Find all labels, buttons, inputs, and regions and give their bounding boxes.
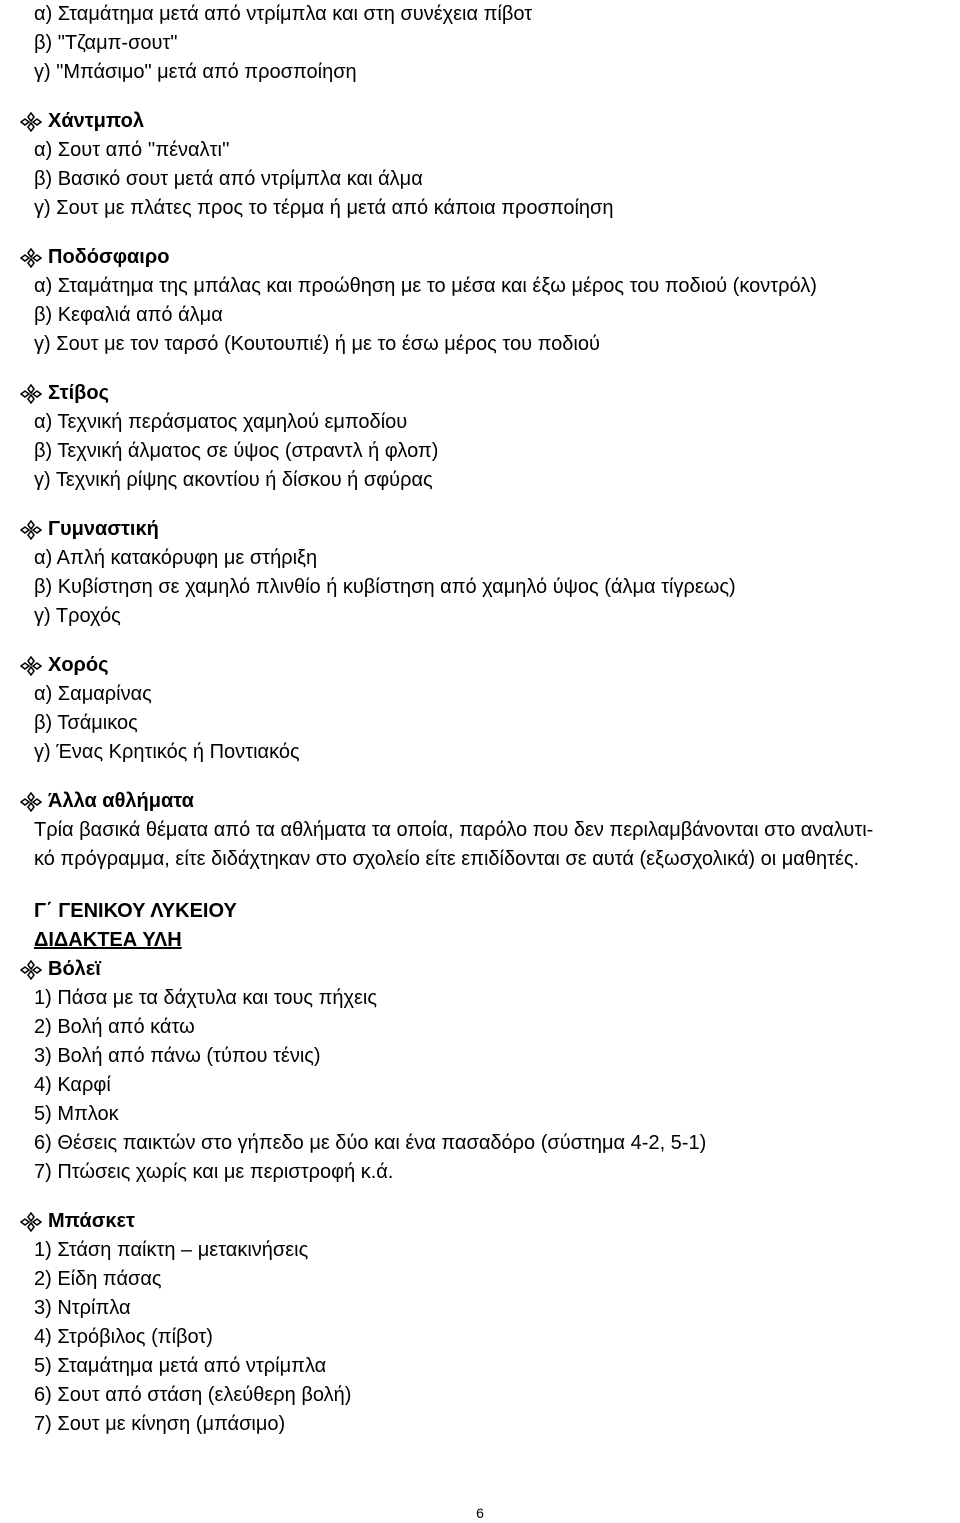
section-handball xyxy=(34,107,954,223)
list-item: β) Τεχνική άλματος σε ύψος (στραντλ ή φλοπ) xyxy=(34,440,439,462)
section-heading xyxy=(20,651,954,680)
section-heading xyxy=(20,243,954,272)
section-heading xyxy=(20,787,954,816)
list-item: 5) Σταμάτημα μετά από ντρίμπλα xyxy=(34,1355,327,1377)
diamond-bullet-icon xyxy=(20,960,42,980)
list-item: 3) Ντρίπλα xyxy=(34,1297,131,1319)
list-item: γ) Σουτ με τον ταρσό (Κουτουπιέ) ή με το έσω μέρος του ποδιού xyxy=(34,333,600,355)
section-title: Ποδόσφαιρο xyxy=(48,246,170,268)
list-item: γ) "Μπάσιμο" μετά από προσποίηση xyxy=(34,61,357,83)
list-item: 2) Βολή από κάτω xyxy=(34,1016,195,1038)
section-title: Στίβος xyxy=(48,382,109,404)
list-item: 1) Πάσα με τα δάχτυλα και τους πήχεις xyxy=(34,987,377,1009)
list-item: α) Τεχνική περάσματος χαμηλού εμποδίου xyxy=(34,411,408,433)
section-title: Άλλα αθλήματα xyxy=(48,790,194,812)
section-title: Μπάσκετ xyxy=(48,1210,135,1232)
list-item: 7) Σουτ με κίνηση (μπάσιμο) xyxy=(34,1413,286,1435)
diamond-bullet-icon xyxy=(20,248,42,268)
section-heading xyxy=(20,515,954,544)
list-item: 7) Πτώσεις χωρίς και με περιστροφή κ.ά. xyxy=(34,1161,394,1183)
section-title: Γυμναστική xyxy=(48,518,159,540)
page-number: 6 xyxy=(476,1505,484,1521)
list-item: 6) Θέσεις παικτών στο γήπεδο με δύο και ένα πασαδόρο (σύστημα 4-2, 5-1) xyxy=(34,1132,707,1154)
list-item: α) Σουτ από ''πέναλτι'' xyxy=(34,139,230,161)
list-item: 5) Μπλοκ xyxy=(34,1103,119,1125)
diamond-bullet-icon xyxy=(20,656,42,676)
list-item: β) Κεφαλιά από άλμα xyxy=(34,304,223,326)
section-title: Χορός xyxy=(48,654,109,676)
list-item: α) Σαμαρίνας xyxy=(34,683,152,705)
section-title: Βόλεϊ xyxy=(48,958,101,980)
diamond-bullet-icon xyxy=(20,792,42,812)
list-item: β) Τσάμικος xyxy=(34,712,138,734)
list-item: α) Σταμάτημα της μπάλας και προώθηση με το μέσα και έξω μέρος του ποδιού (κοντρόλ) xyxy=(34,275,817,297)
document-page xyxy=(34,0,954,1439)
diamond-bullet-icon xyxy=(20,520,42,540)
paragraph-line: κό πρόγραμμα, είτε διδάχτηκαν στο σχολείο είτε επιδίδονται σε αυτά (εξωσχολικά) οι μαθητές. xyxy=(34,848,860,870)
list-item: 6) Σουτ από στάση (ελεύθερη βολή) xyxy=(34,1384,352,1406)
diamond-bullet-icon xyxy=(20,112,42,132)
list-item: β) Βασικό σουτ μετά από ντρίμπλα και άλμα xyxy=(34,168,423,190)
grade-heading: Γ΄ ΓΕΝΙΚΟΥ ΛΥΚΕΙΟΥ xyxy=(34,900,237,922)
section-heading xyxy=(20,1207,954,1236)
material-heading: ΔΙΔΑΚΤΕΑ ΥΛΗ xyxy=(34,929,182,951)
diamond-bullet-icon xyxy=(20,384,42,404)
intro-list xyxy=(34,0,954,87)
section-heading xyxy=(20,955,954,984)
list-item: α) Σταμάτημα μετά από ντρίμπλα και στη συνέχεια πίβοτ xyxy=(34,3,533,25)
list-item: 4) Στρόβιλος (πίβοτ) xyxy=(34,1326,213,1348)
section-athletics xyxy=(34,379,954,495)
list-item: β) "Τζαμπ-σουτ" xyxy=(34,32,178,54)
list-item: 1) Στάση παίκτη – μετακινήσεις xyxy=(34,1239,309,1261)
section-title: Χάντμπολ xyxy=(48,110,145,132)
list-item: 2) Είδη πάσας xyxy=(34,1268,162,1290)
section-other-sports xyxy=(34,787,954,874)
paragraph-line: Τρία βασικά θέματα από τα αθλήματα τα οποία, παρόλο που δεν περιλαμβάνονται στο αναλυτι- xyxy=(34,819,874,841)
section-heading xyxy=(20,379,954,408)
list-item: γ) Ένας Κρητικός ή Ποντιακός xyxy=(34,741,300,763)
list-item: γ) Σουτ με πλάτες προς το τέρμα ή μετά από κάποια προσποίηση xyxy=(34,197,614,219)
section-heading xyxy=(20,107,954,136)
section-basketball xyxy=(34,1207,954,1439)
list-item: β) Κυβίστηση σε χαμηλό πλινθίο ή κυβίστηση από χαμηλό ύψος (άλμα τίγρεως) xyxy=(34,576,736,598)
list-item: γ) Τροχός xyxy=(34,605,121,627)
list-item: 4) Καρφί xyxy=(34,1074,111,1096)
list-item: α) Απλή κατακόρυφη με στήριξη xyxy=(34,547,318,569)
diamond-bullet-icon xyxy=(20,1212,42,1232)
section-volleyball xyxy=(34,955,954,1187)
list-item: 3) Βολή από πάνω (τύπου τένις) xyxy=(34,1045,321,1067)
section-gymnastics xyxy=(34,515,954,631)
section-dance xyxy=(34,651,954,767)
section-football xyxy=(34,243,954,359)
list-item: γ) Τεχνική ρίψης ακοντίου ή δίσκου ή σφύρας xyxy=(34,469,433,491)
